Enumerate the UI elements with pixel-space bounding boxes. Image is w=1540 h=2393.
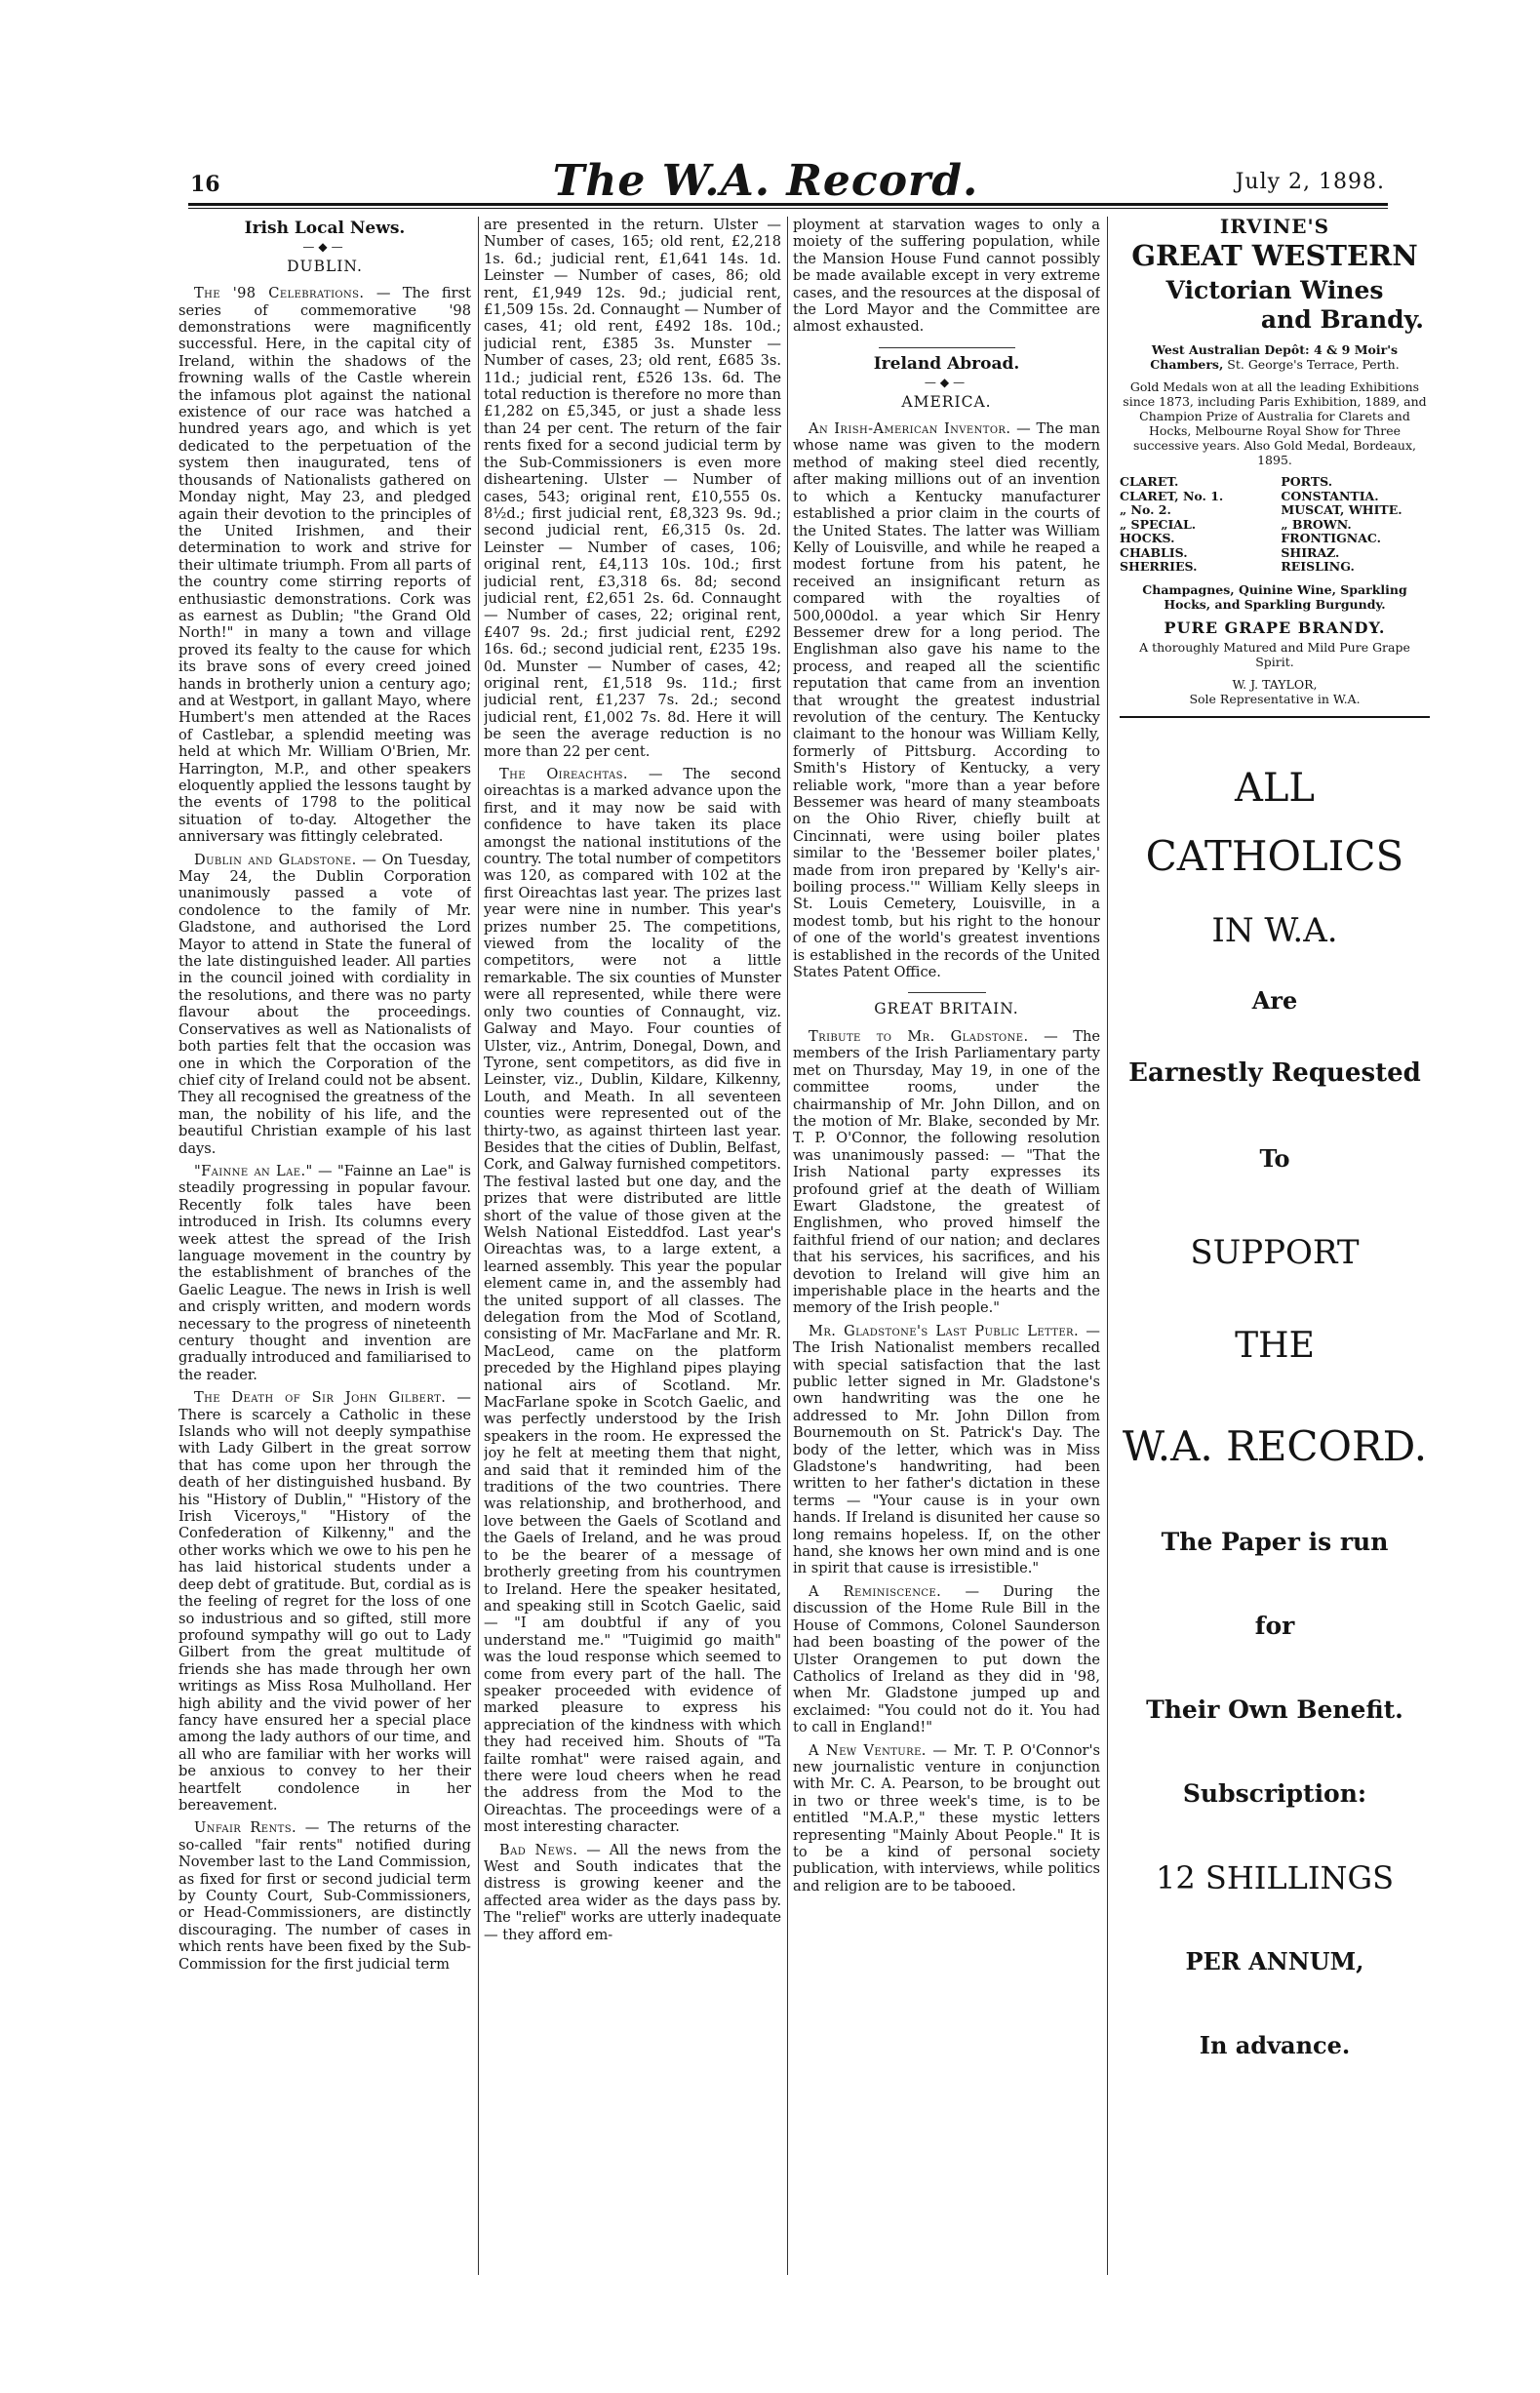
- article-text: — During the discussion of the Home Rule Bill in the House of Commons, Colonel Saunderson had been boasting of the power of the Ulster Orangemen to put down the Catholics of Ireland as they did in '98, when Mr. Gladstone jumped up and exclaimed: "You could not do it. You had to call in England!": [793, 1582, 1100, 1736]
- article-paragraph: [484, 1842, 781, 1943]
- notice-line: CATHOLICS: [1145, 832, 1404, 881]
- article-text: — The man whose name was given to the modern method of making steel died recently, after making millions out of an invention to which a Kentucky manufacturer established a prior claim in the courts of the United States. The latter was William Kelly of Louisville, and while he reaped a modest fortune from his patent, he received an insignificant return as compared with the royalties of 500,000dol. a year which Sir Henry Bessemer drew for a long period. The Englishman also gave his name to the process, and reaped all the scientific reputation that came from an invention that wrought the greatest industrial revolution of the century. The Kentucky claimant to the honour was William Kelly, formerly of Pittsburg. According to Smith's History of Kentucky, a very reliable work, "more than a year before Bessemer was heard of many steamboats on the Ohio River, chiefly built at Cincinnati, were using boiler plates similar to the 'Bessemer boiler plates,' made from iron prepared by 'Kelly's air-boiling process.'" William Kelly sleeps in St. Louis Cemetery, Louisville, in a modest tomb, but his right to the honour of one of the world's greatest inventions is established in the records of the United States Patent Office.: [793, 420, 1100, 981]
- article-paragraph: [793, 1323, 1100, 1577]
- notice-line: PER ANNUM,: [1185, 1947, 1364, 1976]
- article-text: — The members of the Irish Parliamentary party met on Thursday, May 19, in one of the committee rooms, under the chairmanship of Mr. John Dillon, and on the motion of Mr. Blake, seconded by Mr. T. P. O'Connor, the following resolution was unanimously passed: — "That the Irish National party expresses its profound grief at the death of William Ewart Gladstone, the greatest of Englishmen, who proved himself the faithful friend of our nation; and declares that his services, his sacrifices, and his devotion to Ireland will give him an imperishable place in the hearts and the memory of the Irish people.": [793, 1027, 1100, 1317]
- wine-item: „ SPECIAL.: [1120, 516, 1197, 532]
- wine-item: CONSTANTIA.: [1281, 488, 1379, 503]
- article-paragraph: [484, 217, 781, 760]
- notice-line: To: [1259, 1144, 1290, 1174]
- newspaper-title: The W.A. Record.: [552, 156, 979, 206]
- article-text: — The Irish Nationalist members recalled with special satisfaction that the last public letter signed in Mr. Gladstone's own handwriting was the one he addressed to Mr. John Dillon from Bournemouth on St. Patrick's Day. The body of the letter, which was in Miss Gladstone's handwriting, had been written to her father's dictation in these terms — "Your cause is in your own hands. If Ireland is disunited her cause so long remains hopeless. If, on the other hand, she knows her own mind and is one in spirit that cause is irresistible.": [793, 1322, 1100, 1577]
- article-lead: The '98 Celebrations.: [194, 285, 365, 302]
- article-paragraph: [178, 1819, 471, 1973]
- column-3: [793, 217, 1100, 2275]
- notice-line: THE: [1235, 1326, 1315, 1367]
- wine-item: CLARET, No. 1.: [1120, 488, 1224, 503]
- wine-item: HOCKS.: [1120, 531, 1175, 546]
- article-text: — The second oireachtas is a marked advance upon the first, and it may now be said with confidence to have taken its place amongst the national institutions of the country. The total number of competitors was 120, as compared with 102 at the first Oireachtas last year. The prizes last year were nine in number. This year's prizes number 25. The competitions, viewed from the locality of the competitors, were not a little remarkable. The six counties of Munster were all represented, while there were only two counties of Connaught, viz. Galway and Mayo. Four counties of Ulster, viz., Antrim, Donegal, Down, and Tyrone, sent competitors, as did five in Leinster, viz., Dublin, Kildare, Kilkenny, Louth, and Meath. In all seventeen counties were represented out of the thirty-two, as against thirteen last year. Besides that the cities of Dublin, Belfast, Cork, and Galway furnished competitors. The festival lasted but one day, and the prizes that were distributed are little short of the value of those given at the Welsh National Eisteddfod. Last year's Oireachtas was, to a large extent, a learned assembly. This year the popular element came in, and the assembly had the united support of all classes. The delegation from the Mod of Scotland, consisting of Mr. MacFarlane and Mr. R. MacLeod, came on the platform preceded by the Highland pipes playing national airs of Scotland. Mr. MacFarlane spoke in Scotch Gaelic, and was perfectly understood by the Irish speakers in the room. He expressed the joy he felt at meeting them that night, and said that it reminded him of the traditions of the two countries. There was relationship, and brotherhood, and love between the Gaels of Scotland and the Gaels of Ireland, and he was proud to be the bearer of a message of brotherly greeting from his countrymen to Ireland. Here the speaker hesitated, and speaking still in Scotch Gaelic, said — "I am doubtful if any of you understand me." "Tuigimid go maith" was the loud response which seemed to come from every part of the hall. The speaker proceeded with evidence of marked pleasure to express his appreciation of the kindness with which they had received him. Shouts of "Ta failte romhat" were raised again, and there were loud cheers when he read the address from the Mod to the Oireachtas. The proceedings were of a most interesting character.: [484, 766, 781, 1836]
- notice-line: ALL: [1234, 766, 1315, 812]
- section-heading: Ireland Abroad.: [873, 353, 1020, 374]
- article-paragraph: [178, 285, 471, 845]
- article-text: — "Fainne an Lae" is steadily progressing in popular favour. Recently folk tales have been introduced in Irish. Its columns every week attest the spread of the Irish language movement in the country by the establishment of branches of the Gaelic League. The news in Irish is well and crisply written, and modern words necessary to the progress of nineteenth century thought and invention are gradually introduced and familiarised to the reader.: [178, 1162, 471, 1383]
- ornament: —◆—: [924, 376, 969, 390]
- ornament: —◆—: [302, 240, 347, 255]
- ad-agent: W. J. TAYLOR,: [1232, 677, 1318, 693]
- wine-list: [1120, 475, 1430, 575]
- article-lead: Bad News.: [499, 1841, 578, 1858]
- article-lead: The Oireachtas.: [499, 766, 628, 782]
- wine-item: PORTS.: [1281, 474, 1333, 490]
- wine-list-left: [1120, 475, 1269, 575]
- article-paragraph: [793, 217, 1100, 336]
- article-lead: Dublin and Gladstone.: [194, 851, 357, 868]
- ad-brand: IRVINE'S: [1219, 217, 1330, 238]
- notice-line: Are: [1251, 986, 1298, 1016]
- ad-depot-bold: West Australian Depôt: 4 & 9 Moir's Chambers,: [1150, 342, 1399, 373]
- article-paragraph: [793, 420, 1100, 980]
- article-text: — Mr. T. P. O'Connor's new journalistic venture in conjunction with Mr. C. A. Pearson, to be brought out in two or three week's time, is to be entitled "M.A.P.," these mystic letters representing "Mainly About People." It is to be a kind of personal society publication, with interviews, while politics and religion are to be tabooed.: [793, 1741, 1100, 1894]
- section-subheading: AMERICA.: [901, 392, 992, 411]
- article-text: — On Tuesday, May 24, the Dublin Corporation unanimously passed a vote of condolence to the family of Mr. Gladstone, and authorised the Lord Mayor to attend in State the funeral of the late distinguished leader. All parties in the council joined with cordiality in the resolutions, and there was no party flavour about the proceedings. Conservatives as well as Nationalists of both parties felt that the occasion was one in which the Corporation of the chief city of Ireland could not be absent. They all recognised the greatness of the man, the nobility of his life, and the beautiful Christian example of his last days.: [178, 851, 471, 1157]
- ad-divider: [1120, 716, 1430, 718]
- ad-agent-title: Sole Representative in W.A.: [1189, 692, 1361, 707]
- wine-item: CLARET.: [1120, 474, 1179, 490]
- wine-item: SHIRAZ.: [1281, 544, 1340, 560]
- article-lead: The Death of Sir John Gilbert.: [194, 1389, 447, 1407]
- notice-line: The Paper is run: [1161, 1528, 1389, 1557]
- ad-headline: Victorian Wines: [1165, 276, 1384, 305]
- ad-medals: Gold Medals won at all the leading Exhibitions since 1873, including Paris Exhibition, 1889, and Champion Prize of Australia for Clarets and Hocks, Melbourne Royal Show for Three successive years. Also Gold Medal, Bordeaux, 1895.: [1123, 379, 1427, 468]
- article-text: — All the news from the West and South indicates that the distress is growing keener and the affected area wider as the days pass by. The "relief" works are utterly inadequate — they afford em-: [484, 1841, 781, 1943]
- issue-date: July 2, 1898.: [1235, 170, 1385, 194]
- ad-headline: and Brandy.: [1260, 305, 1424, 335]
- column-2: [484, 217, 781, 2275]
- section-subheading: GREAT BRITAIN.: [874, 1000, 1019, 1018]
- masthead-rule: [188, 203, 1388, 206]
- section-rule: [908, 992, 986, 993]
- column-1: [178, 217, 471, 2275]
- wine-item: „ BROWN.: [1281, 516, 1352, 532]
- subscription-notice: [1120, 757, 1430, 2088]
- article-paragraph: [178, 1163, 471, 1383]
- article-text: — The first series of commemorative '98 demonstrations were magnificently successful. Here, in the capital city of Ireland, within the shadows of the frowning walls of the Castle wherein the infamous plot against the national existence of our race was hatched a hundred years ago, and which is yet dedicated to the perpetuation of the system then inaugurated, tens of thousands of Nationalists gathered on Monday night, May 23, and pledged again their devotion to the principles of the United Irishmen, and their determination to work and strive for their ultimate triumph. From all parts of the country come stirring reports of enthusiastic demonstrations. Cork was as earnest as Dublin; "the Grand Old North!" in many a town and village proved its fealty to the cause for which its brave sons of every creed joined hands in brotherly union a century ago; and at Westport, in gallant Mayo, where Humbert's men attended at the Races of Castlebar, a splendid meeting was held at which Mr. William O'Brien, Mr. Harrington, M.P., and other speakers eloquently applied the lessons taught by the events of 1798 to the political situation of to-day. Altogether the anniversary was fittingly celebrated.: [178, 285, 471, 846]
- wine-item: CHABLIS.: [1120, 544, 1188, 560]
- notice-line: 12 SHILLINGS: [1156, 1859, 1394, 1897]
- wine-item: MUSCAT, WHITE.: [1281, 502, 1402, 518]
- article-paragraph: [178, 852, 471, 1157]
- ad-depot: [1120, 342, 1430, 372]
- notice-line: Subscription:: [1182, 1779, 1367, 1809]
- column-divider: [478, 217, 479, 2275]
- notice-line: SUPPORT: [1190, 1233, 1360, 1273]
- article-lead: A Reminiscence.: [809, 1582, 942, 1600]
- article-lead: An Irish-American Inventor.: [809, 420, 1011, 438]
- wine-item: FRONTIGNAC.: [1281, 531, 1381, 546]
- section-heading: Irish Local News.: [244, 219, 406, 238]
- wine-advertisement: [1120, 219, 1430, 706]
- article-lead: A New Venture.: [809, 1741, 927, 1759]
- article-text: are presented in the return. Ulster — Number of cases, 165; old rent, £2,218 1s. 6d.; judicial rent, £1,641 14s. 1d. Leinster — Number of cases, 86; old rent, £1,949 12s. 9d.; judicial rent, £1,509 15s. 2d. Connaught — Number of cases, 41; old rent, £492 18s. 10d.; judicial rent, £385 3s. Munster — Number of cases, 23; old rent, £685 3s. 11d.; judicial rent, £526 13s. 6d. The total reduction is therefore no more than £1,282 on £5,345, or just a shade less than 24 per cent. The return of the fair rents fixed for a second judicial term by the Sub-Commissioners is even more disheartening. Ulster — Number of cases, 543; original rent, £10,555 0s. 8½d.; first judicial rent, £8,323 9s. 9d.; second judicial rent, £6,315 0s. 2d. Leinster — Number of cases, 106; original rent, £4,113 10s. 10d.; first judicial rent, £3,318 6s. 8d; second judicial rent, £2,651 2s. 6d. Connaught — Number of cases, 22; original rent, £407 9s. 2d.; first judicial rent, £292 16s. 6d.; second judicial rent, £235 19s. 0d. Munster — Number of cases, 42; original rent, £1,518 9s. 11d.; first judicial rent, £1,237 7s. 2d.; second judicial rent, £1,002 7s. 8d. Here it will be seen the average reduction is no more than 22 per cent.: [484, 217, 781, 760]
- article-paragraph: [178, 1389, 471, 1814]
- article-paragraph: [793, 1028, 1100, 1317]
- notice-line: for: [1254, 1612, 1295, 1641]
- column-divider: [787, 217, 788, 2275]
- article-lead: "Fainne an Lae.": [194, 1162, 313, 1179]
- article-paragraph: [484, 766, 781, 1836]
- advertisement-column: [1120, 217, 1430, 2275]
- wine-list-right: [1281, 475, 1430, 575]
- article-paragraph: [793, 1583, 1100, 1736]
- article-lead: Tribute to Mr. Gladstone.: [809, 1027, 1029, 1045]
- ad-champagnes: Champagnes, Quinine Wine, Sparkling Hocks, and Sparkling Burgundy.: [1142, 581, 1407, 612]
- notice-line: In advance.: [1199, 2031, 1351, 2060]
- notice-line: W.A. RECORD.: [1122, 1422, 1428, 1471]
- article-text: — The returns of the so-called "fair rents" notified during November last to the Land Commission, as fixed for first or second judicial term by County Court, Sub-Commissioners, or Head-Commissioners, are distinctly discouraging. The number of cases in which rents have been fixed by the Sub-Commission for the first judicial term: [178, 1819, 471, 1973]
- section-rule: [879, 347, 1015, 348]
- article-text: ployment at starvation wages to only a moiety of the suffering population, while the Mansion House Fund cannot possibly be made available except in very extreme cases, and the resources at the disposal of the Lord Mayor and the Committee are almost exhausted.: [793, 217, 1100, 336]
- ad-depot-text: St. George's Terrace, Perth.: [1223, 357, 1400, 373]
- wine-item: REISLING.: [1281, 559, 1355, 575]
- column-divider: [1107, 217, 1108, 2275]
- wine-item: „ No. 2.: [1120, 502, 1171, 518]
- article-paragraph: [793, 1742, 1100, 1895]
- page-number: 16: [190, 172, 220, 197]
- article-lead: Unfair Rents.: [194, 1819, 296, 1837]
- ad-brandy-title: PURE GRAPE BRANDY.: [1164, 618, 1386, 637]
- masthead-rule-thin: [188, 208, 1388, 209]
- notice-line: Their Own Benefit.: [1146, 1695, 1403, 1725]
- notice-line: Earnestly Requested: [1128, 1058, 1421, 1089]
- ad-headline: GREAT WESTERN: [1131, 239, 1418, 273]
- notice-line: IN W.A.: [1211, 911, 1338, 951]
- wine-item: SHERRIES.: [1120, 559, 1198, 575]
- masthead: [190, 156, 1385, 206]
- section-subheading: DUBLIN.: [287, 257, 363, 275]
- article-lead: Mr. Gladstone's Last Public Letter.: [809, 1322, 1080, 1339]
- ad-brandy-desc: A thoroughly Matured and Mild Pure Grape Spirit.: [1139, 640, 1410, 670]
- article-text: — There is scarcely a Catholic in these Islands who will not deeply sympathise with Lady Gilbert in the great sorrow that has come upon her through the death of her distinguished husband. By his "History of Dublin," "History of the Irish Viceroys," "History of the Confederation of Kilkenny," and the other works which we owe to his pen he has laid historical students under a deep debt of gratitude. But, cordial as is the feeling of regret for the loss of one so industrious and so gifted, still more profound sympathy will go out to Lady Gilbert from the great multitude of friends she has made through her own writings as Miss Rosa Mulholland. Her high ability and the vivid power of her fancy have ensured her a special place among the lady authors of our time, and all who are familiar with her works will be anxious to convey to her their heartfelt condolence in her bereavement.: [178, 1389, 471, 1814]
